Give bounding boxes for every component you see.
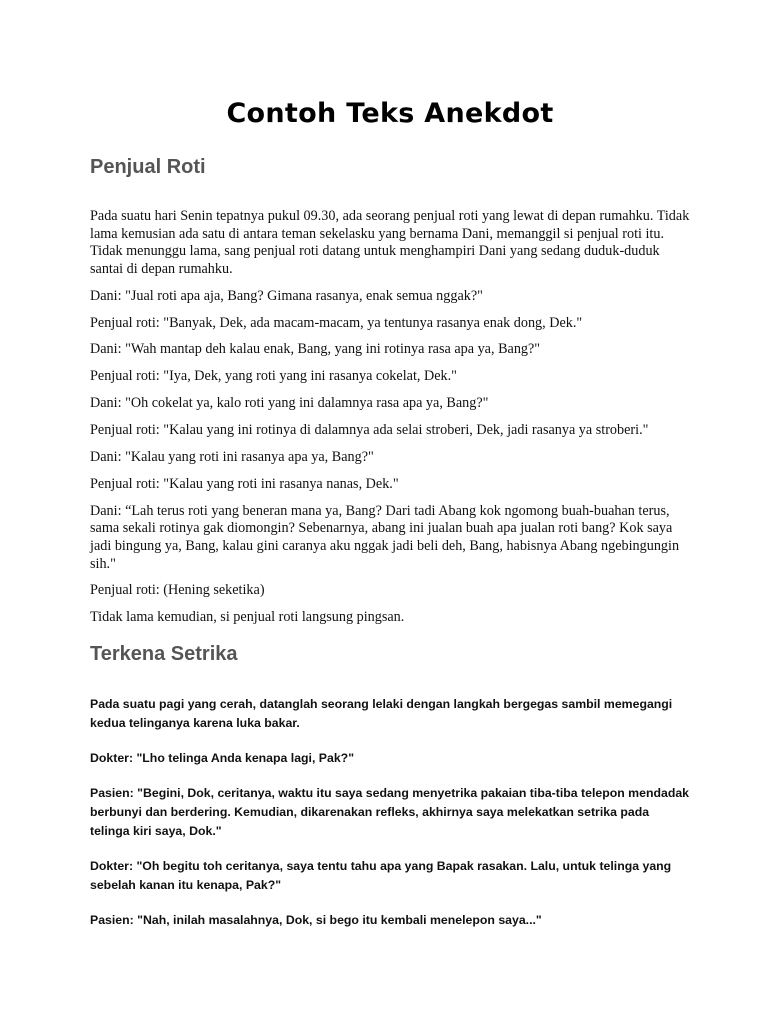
- section-body-penjual-roti: [90, 208, 690, 636]
- section-body-terkena-setrika: [90, 695, 690, 945]
- dialogue-line: Dani: “Lah terus roti yang beneran mana ya, Bang? Dari tadi Abang kok ngomong buah-buahan terus, sama sekali rotinya gak diomongin? Sebenarnya, abang ini jualan buah apa jualan roti bang? Kok saya jadi bingung ya, Bang, kalau gini caranya aku nggak jadi beli deh, Bang, habisnya Abang ngebingungin sih.": [90, 502, 680, 572]
- dialogue-line: Penjual roti: "Banyak, Dek, ada macam-macam, ya tentunya rasanya enak dong, Dek.": [90, 314, 583, 331]
- dialogue-line: Dani: "Oh cokelat ya, kalo roti yang ini dalamnya rasa apa ya, Bang?": [90, 395, 489, 412]
- dialogue-line: Pasien: "Begini, Dok, ceritanya, waktu itu saya sedang menyetrika pakaian tiba-tiba telepon mendadak berbunyi dan berdering. Kemudian, dikarenakan refleks, akhirnya saya melekatkan setrika pada telinga kiri saya, Dok.": [90, 785, 690, 839]
- dialogue-line: Dani: "Jual roti apa aja, Bang? Gimana rasanya, enak semua nggak?": [90, 287, 483, 304]
- dialogue-line: Dokter: "Lho telinga Anda kenapa lagi, Pak?": [90, 750, 355, 765]
- dialogue-line: Dani: "Wah mantap deh kalau enak, Bang, yang ini rotinya rasa apa ya, Bang?": [90, 341, 541, 358]
- paragraph: Pada suatu hari Senin tepatnya pukul 09.30, ada seorang penjual roti yang lewat di depan rumahku. Tidak lama kemusian ada satu di antara teman sekelasku yang bernama Dani, memanggil si penjual roti itu. Tidak menunggu lama, sang penjual roti datang untuk menghampiri Dani yang sedang duduk-duduk santai di depan rumahku.: [90, 208, 690, 277]
- paragraph: Pada suatu pagi yang cerah, datanglah seorang lelaki dengan langkah bergegas sambil memegangi kedua telinganya karena luka bakar.: [90, 697, 673, 731]
- section-heading-terkena-setrika: Terkena Setrika: [90, 643, 238, 665]
- dialogue-line: Dokter: "Oh begitu toh ceritanya, saya tentu tahu apa yang Bapak rasakan. Lalu, untuk telinga yang sebelah kanan itu kenapa, Pak?": [90, 858, 672, 892]
- paragraph: Tidak lama kemudian, si penjual roti langsung pingsan.: [90, 609, 405, 626]
- dialogue-line: Penjual roti: "Iya, Dek, yang roti yang ini rasanya cokelat, Dek.": [90, 368, 457, 385]
- section-heading-penjual-roti: Penjual Roti: [90, 156, 206, 178]
- dialogue-line: Penjual roti: "Kalau yang roti ini rasanya nanas, Dek.": [90, 475, 399, 492]
- document-title: Contoh Teks Anekdot: [226, 98, 554, 129]
- dialogue-line: Pasien: "Nah, inilah masalahnya, Dok, si bego itu kembali menelepon saya...": [90, 912, 542, 927]
- dialogue-line: Dani: "Kalau yang roti ini rasanya apa ya, Bang?": [90, 449, 374, 466]
- dialogue-line: Penjual roti: (Hening seketika): [90, 582, 265, 599]
- dialogue-line: Penjual roti: "Kalau yang ini rotinya di dalamnya ada selai stroberi, Dek, jadi rasanya ya stroberi.": [90, 422, 649, 439]
